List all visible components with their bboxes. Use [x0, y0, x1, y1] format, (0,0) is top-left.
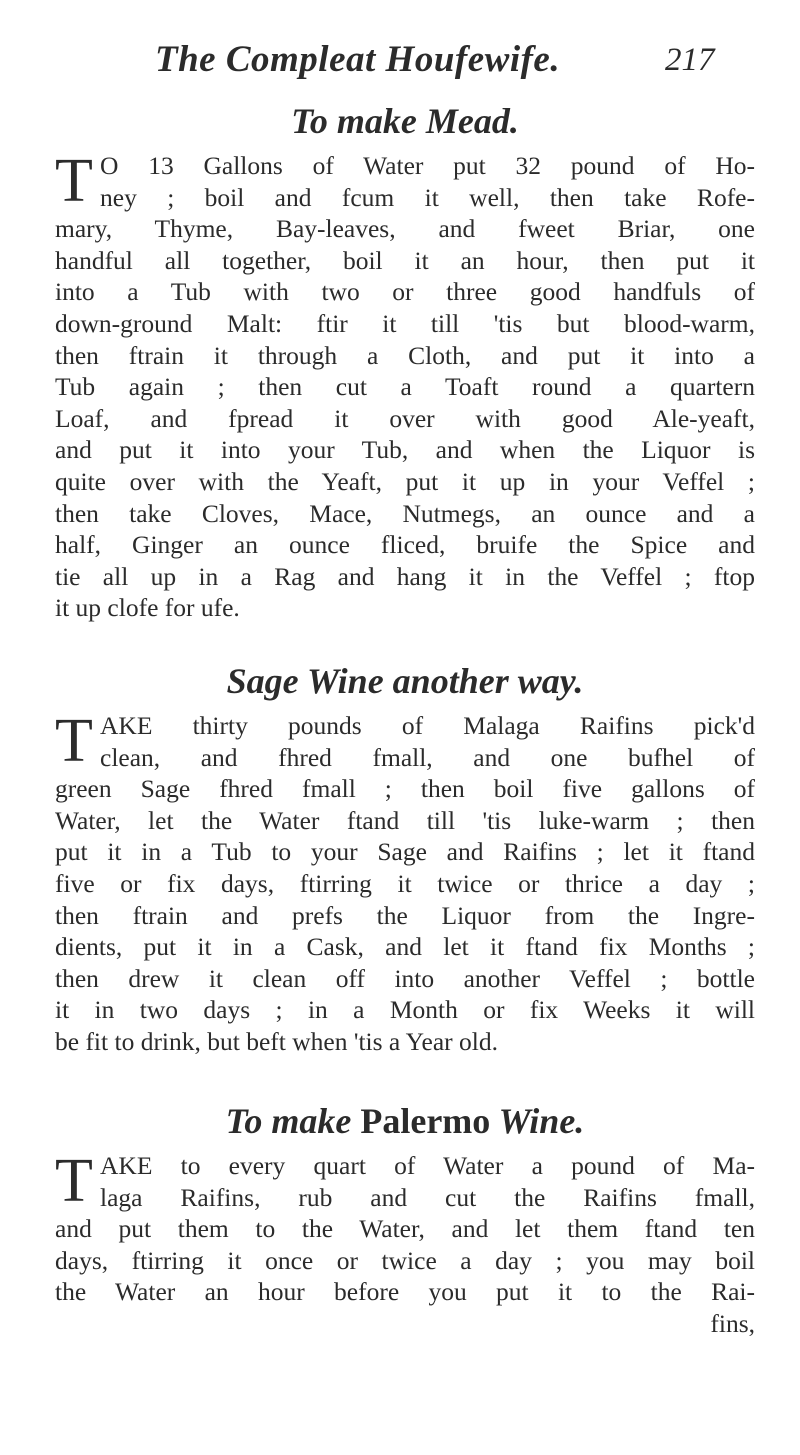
- text-line: Loaf, and fpread it over with good Ale-yeaft,: [55, 403, 755, 433]
- text-line: AKE to every quart of Water a pound of Ma-: [100, 1151, 755, 1180]
- heading-part: To make: [225, 1101, 361, 1141]
- running-head: [0, 38, 800, 88]
- section-heading: Sage Wine another way.: [226, 661, 584, 701]
- text-line: then ftrain and prefs the Liquor from the Ingre-: [55, 900, 755, 930]
- section-palermo-wine: [55, 1100, 755, 1340]
- text-line: five or fix days, ftirring it twice or thrice a day ;: [55, 868, 755, 898]
- text-line: quite over with the Yeaft, put it up in your Veffel ;: [55, 466, 755, 496]
- text-line: be fit to drink, but beft when 'tis a Year old.: [55, 1026, 498, 1056]
- drop-cap: T: [55, 147, 93, 215]
- drop-cap: T: [55, 707, 93, 775]
- text-line: put it in a Tub to your Sage and Raifins ; let it ftand: [55, 837, 755, 867]
- text-line: and put it into your Tub, and when the Liquor is: [55, 435, 755, 465]
- text-line: the Water an hour before you put it to the Rai-: [55, 1277, 755, 1307]
- text-line: it in two days ; in a Month or fix Weeks it will: [55, 995, 755, 1025]
- section-heading: [55, 1100, 755, 1142]
- text-line: mary, Thyme, Bay-leaves, and fweet Briar, one: [55, 214, 755, 244]
- text-line: O 13 Gallons of Water put 32 pound of Ho-: [100, 151, 755, 180]
- text-line: laga Raifins, rub and cut the Raifins fmall,: [100, 1182, 755, 1212]
- text-line: fins,: [710, 1308, 755, 1338]
- text-line: dients, put it in a Cask, and let it ftand fix Months ;: [55, 932, 755, 962]
- section-heading: To make Mead.: [291, 101, 519, 141]
- text-line: into a Tub with two or three good handfuls of: [55, 277, 755, 307]
- text-line: days, ftirring it once or twice a day ; you may boil: [55, 1245, 755, 1275]
- heading-part: Palermo: [360, 1101, 491, 1141]
- text-line: Tub again ; then cut a Toaft round a quartern: [55, 372, 755, 402]
- drop-cap: T: [55, 1147, 93, 1215]
- section-text: [55, 1147, 755, 1340]
- text-line: handful all together, boil it an hour, then put it: [55, 245, 755, 275]
- section-text: [55, 707, 755, 1058]
- text-line: Water, let the Water ftand till 'tis luke-warm ; then: [55, 805, 755, 835]
- text-line: tie all up in a Rag and hang it in the Veffel ; ftop: [55, 561, 755, 591]
- text-line: down-ground Malt: ftir it till 'tis but blood-warm,: [55, 308, 755, 338]
- text-line: clean, and fhred fmall, and one bufhel of: [100, 742, 755, 772]
- text-line: half, Ginger an ounce fliced, bruife the Spice and: [55, 530, 755, 560]
- text-line: green Sage fhred fmall ; then boil five gallons of: [55, 774, 755, 804]
- section-mead: [55, 100, 755, 624]
- text-line: it up clofe for ufe.: [55, 593, 240, 623]
- text-line: then drew it clean off into another Veffel ; bottle: [55, 963, 755, 993]
- text-line: and put them to the Water, and let them ftand ten: [55, 1214, 755, 1244]
- heading-part: Wine.: [490, 1101, 585, 1141]
- text-line: ney ; boil and fcum it well, then take Rofe-: [100, 182, 755, 212]
- text-line: then ftrain it through a Cloth, and put it into a: [55, 340, 755, 370]
- section-text: [55, 147, 755, 624]
- section-sage-wine: [55, 660, 755, 1058]
- page-number: 217: [665, 42, 715, 78]
- text-line: AKE thirty pounds of Malaga Raifins pick'd: [100, 711, 755, 740]
- text-line: then take Cloves, Mace, Nutmegs, an ounce and a: [55, 498, 755, 528]
- running-title: The Compleat Houfewife.: [155, 39, 561, 80]
